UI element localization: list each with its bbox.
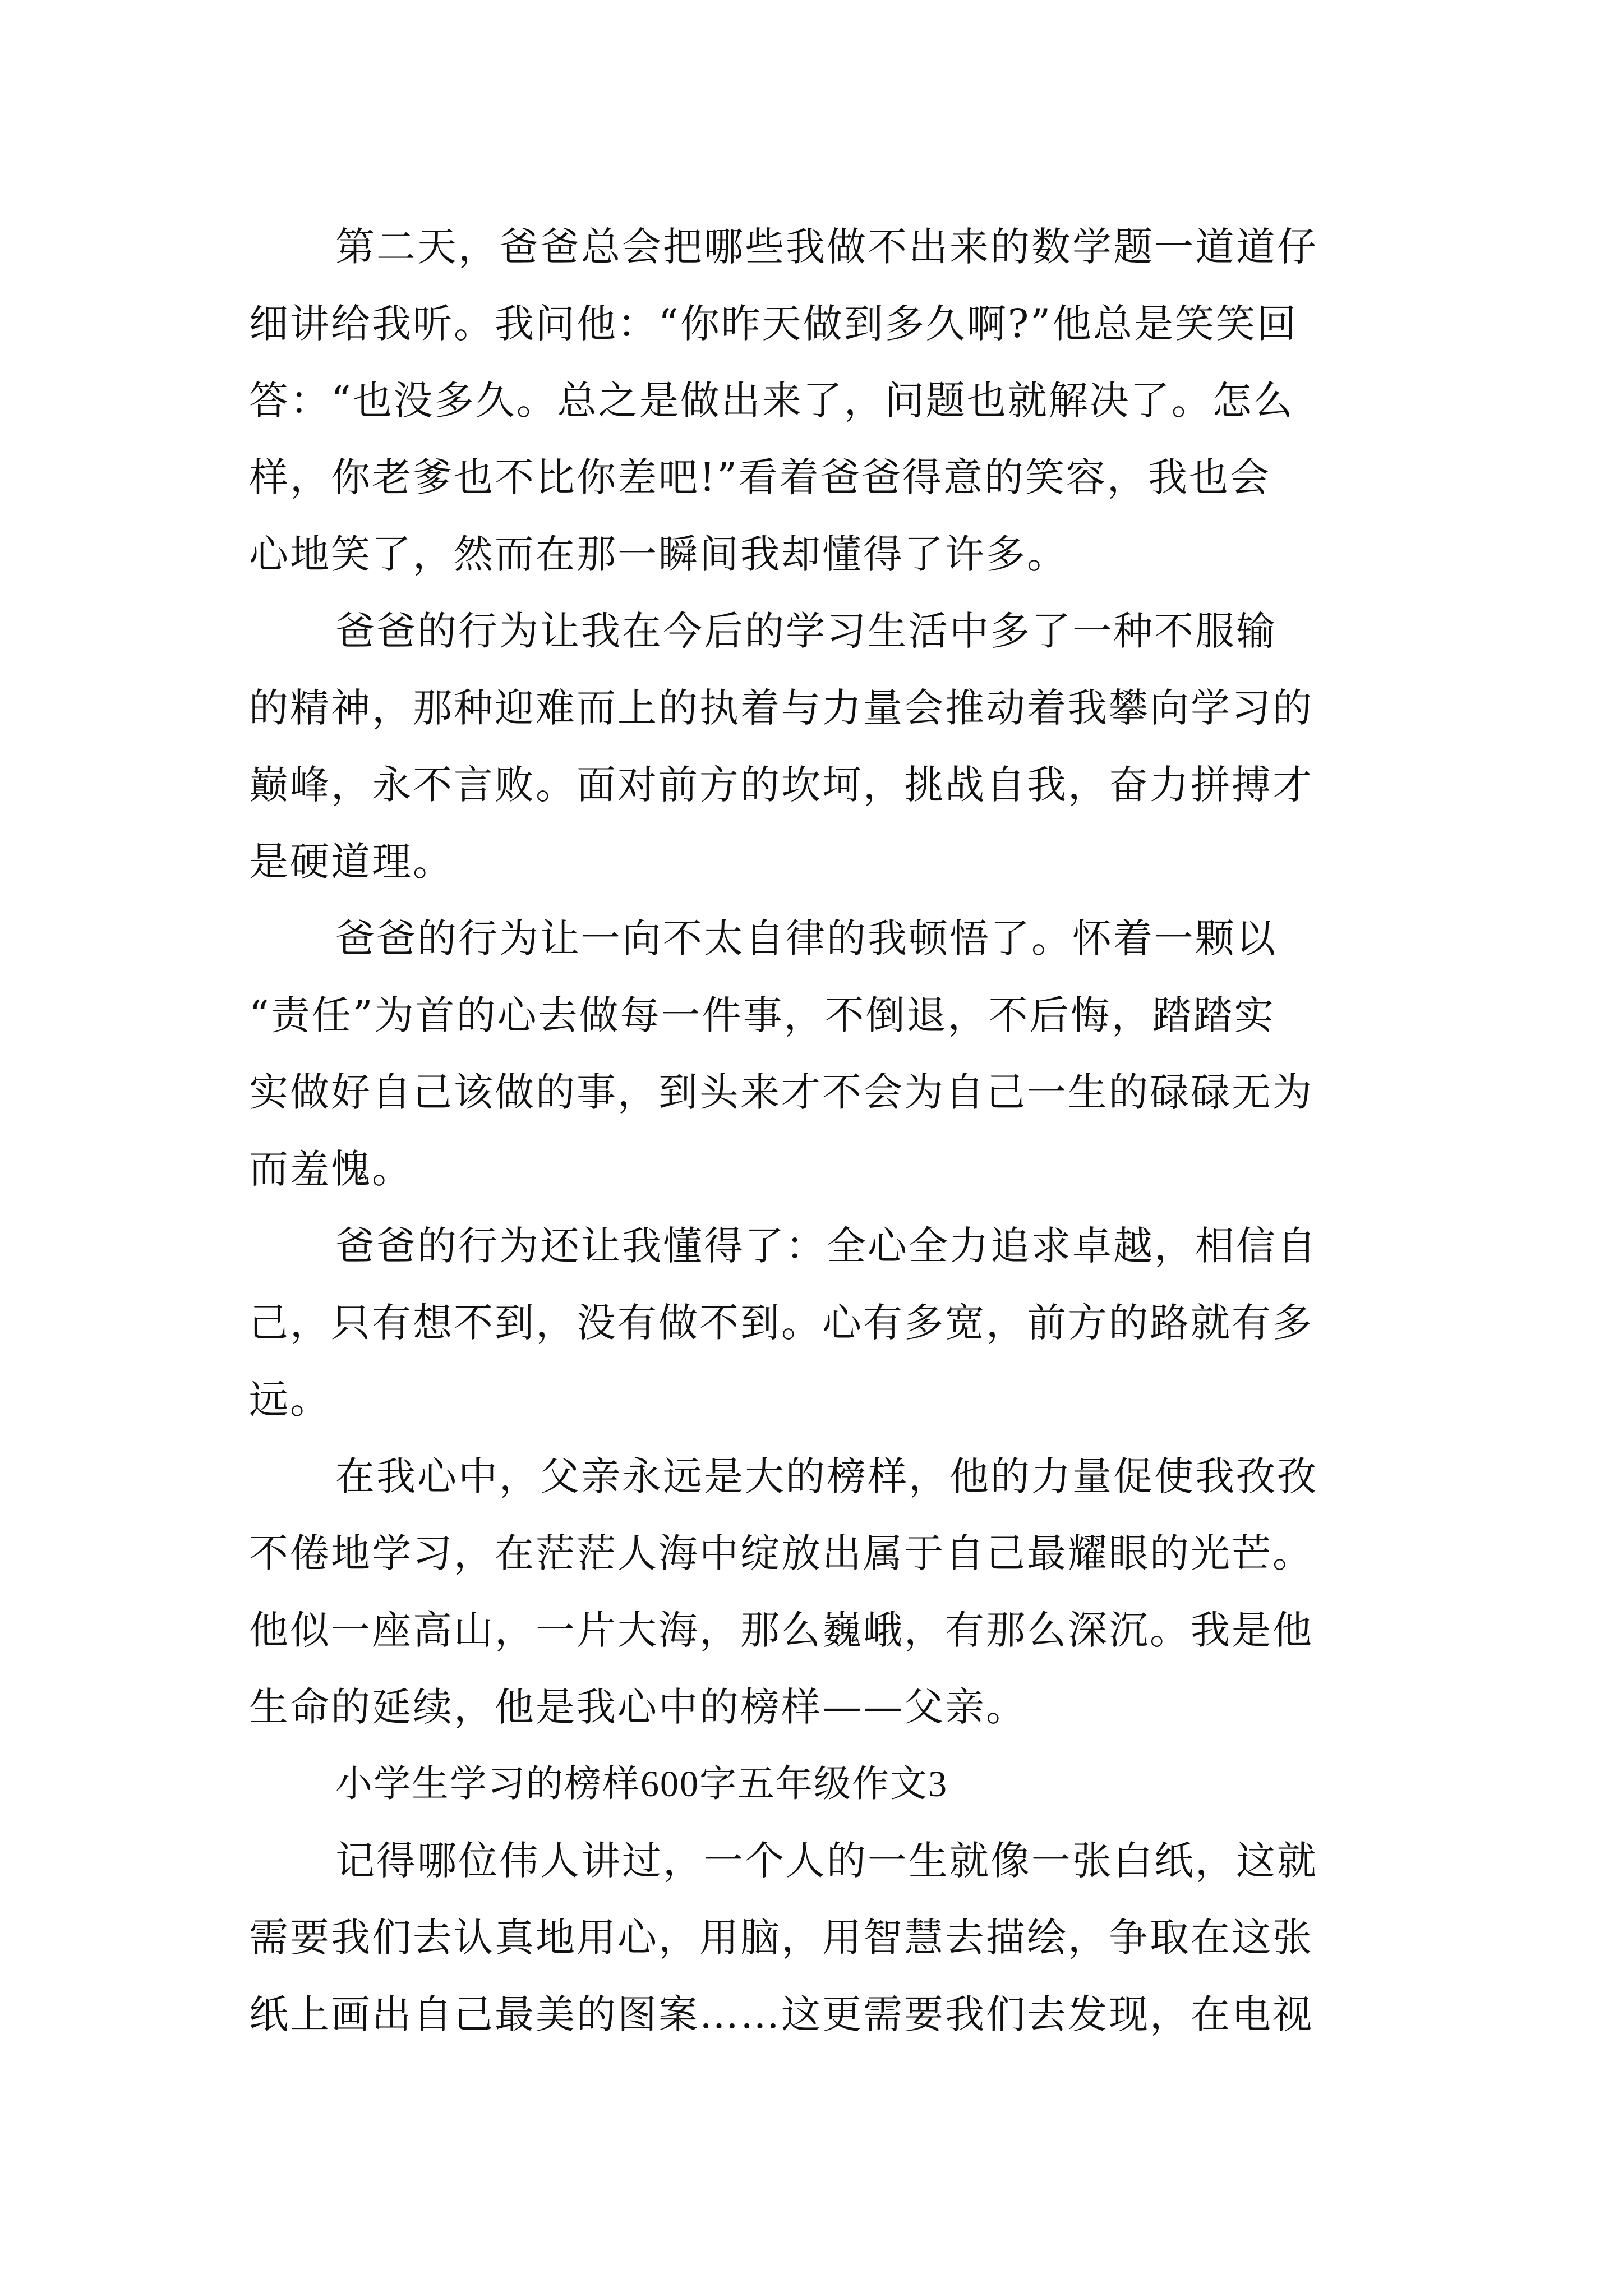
- text-line: 细讲给我听。我问他：“你昨天做到多久啊?”他总是笑笑回: [249, 301, 1298, 347]
- document-body: [249, 209, 1382, 2053]
- text-line: 是硬道理。: [249, 839, 454, 885]
- text-line: 他似一座高山，一片大海，那么巍峨，有那么深沉。我是他: [249, 1607, 1313, 1653]
- text-line: 记得哪位伟人讲过，一个人的一生就像一张白纸，这就: [335, 1838, 1318, 1884]
- text-line: 己，只有想不到，没有做不到。心有多宽，前方的路就有多: [249, 1300, 1313, 1346]
- text-line: 远。: [249, 1377, 331, 1423]
- text-line: 而羞愧。: [249, 1146, 413, 1192]
- paragraph: [249, 900, 1382, 1208]
- text-line: 不倦地学习，在茫茫人海中绽放出属于自己最耀眼的光芒。: [249, 1530, 1313, 1576]
- paragraph: [249, 1438, 1382, 1746]
- paragraph: [249, 209, 1382, 593]
- text-line: 答：“也没多久。总之是做出来了，问题也就解决了。怎么: [249, 378, 1294, 424]
- text-line: 的精神，那种迎难而上的执着与力量会推动着我攀向学习的: [249, 685, 1313, 731]
- text-line: 心地笑了，然而在那一瞬间我却懂得了许多。: [249, 531, 1068, 577]
- text-line: 爸爸的行为让一向不太自律的我顿悟了。怀着一颗以: [335, 915, 1277, 961]
- paragraph: [249, 1823, 1382, 2053]
- text-line: 需要我们去认真地用心，用脑，用智慧去描绘，争取在这张: [249, 1915, 1313, 1961]
- heading-text: 小学生学习的榜样600字五年级作文3: [335, 1764, 948, 1805]
- text-line: 爸爸的行为让我在今后的学习生活中多了一种不服输: [335, 608, 1277, 654]
- text-line: 在我心中，父亲永远是大的榜样，他的力量促使我孜孜: [335, 1453, 1318, 1499]
- text-line: 样，你老爹也不比你差吧!”看着爸爸得意的笑容，我也会: [249, 454, 1271, 500]
- text-line: 生命的延续，他是我心中的榜样——父亲。: [249, 1684, 1027, 1730]
- paragraph: [249, 1208, 1382, 1438]
- text-line: 实做好自己该做的事，到头来才不会为自己一生的碌碌无为: [249, 1069, 1313, 1115]
- section-heading: [249, 1746, 1382, 1823]
- text-line: 爸爸的行为还让我懂得了：全心全力追求卓越，相信自: [335, 1223, 1318, 1269]
- paragraph: [249, 593, 1382, 900]
- text-line: 纸上画出自己最美的图案……这更需要我们去发现，在电视: [249, 1991, 1313, 2037]
- text-line: 第二天，爸爸总会把哪些我做不出来的数学题一道道仔: [335, 224, 1318, 270]
- text-line: “责任”为首的心去做每一件事，不倒退，不后悔，踏踏实: [249, 992, 1275, 1038]
- text-line: 巅峰，永不言败。面对前方的坎坷，挑战自我，奋力拼搏才: [249, 762, 1313, 808]
